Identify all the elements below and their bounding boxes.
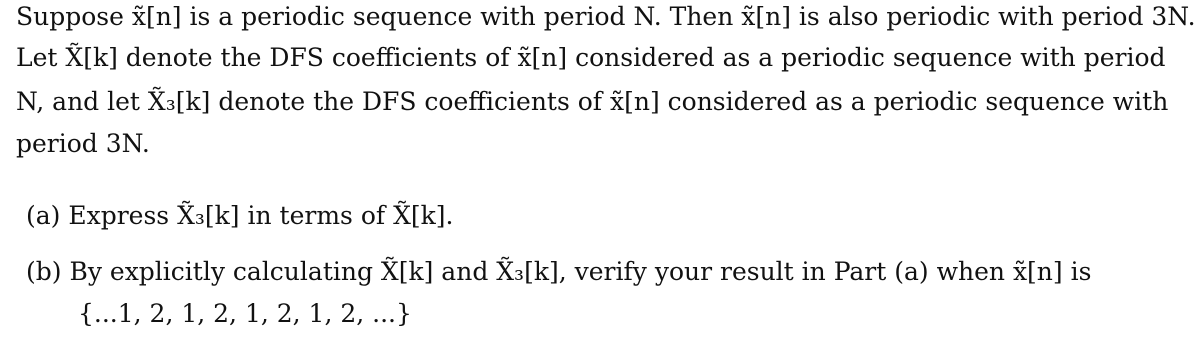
part-b-sequence: {...1, 2, 1, 2, 1, 2, 1, 2, ...} (78, 299, 412, 328)
part-a-label: (a) (26, 201, 61, 230)
intro-line-4: period 3N. (16, 129, 150, 158)
part-a-text: Express X̃₃[k] in terms of X̃[k]. (68, 201, 454, 230)
intro-line-1: Suppose x̃[n] is a periodic sequence with period N. Then x̃[n] is also periodic with period 3N. (16, 2, 1196, 31)
part-b-text: By explicitly calculating X̃[k] and X̃₃[k], verify your result in Part (a) when x̃[n] is (69, 257, 1092, 286)
part-b-line-1 (26, 257, 1091, 287)
intro-line-3: N, and let X̃₃[k] denote the DFS coefficients of x̃[n] considered as a periodic sequence with (16, 87, 1169, 116)
part-a (26, 201, 453, 231)
intro-line-2: Let X̃[k] denote the DFS coefficients of x̃[n] considered as a periodic sequence with period (16, 43, 1166, 72)
part-b-label: (b) (26, 257, 62, 286)
